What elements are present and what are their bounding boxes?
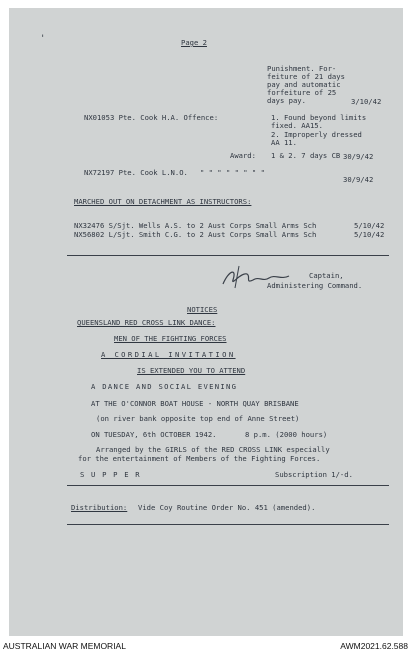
punishment-line-5: days pay.: [267, 96, 306, 105]
document-page: [9, 8, 403, 636]
notice-line-4: IS EXTENDED YOU TO ATTEND: [137, 366, 246, 375]
punishment-line-4: forfeiture of 25: [267, 88, 337, 97]
notice-line-1: QUEENSLAND RED CROSS LINK DANCE:: [77, 318, 216, 327]
offence-2-name: NX72197 Pte. Cook L.N.O.: [84, 168, 188, 177]
signature-title-2: Administering Command.: [267, 281, 363, 290]
section-divider-2: [67, 485, 389, 486]
award-label: Award:: [230, 151, 256, 160]
notices-heading: NOTICES: [187, 305, 218, 314]
offence-1-item-1a: 1. Found beyond limits: [271, 113, 367, 122]
distribution-label: Distribution:: [71, 503, 128, 512]
marched-out-row-2: NX56802 L/Sjt. Smith C.G. to 2 Aust Corps Small Arms Sch: [74, 230, 317, 239]
offence-1-item-1b: fixed. AA15.: [271, 121, 323, 130]
ink-mark: ': [40, 34, 46, 44]
footer-institution: AUSTRALIAN WAR MEMORIAL: [3, 641, 126, 651]
award-date: 30/9/42: [343, 152, 374, 161]
punishment-line-1: Punishment. For-: [267, 64, 337, 73]
footer-accession-number: AWM2021.62.588: [340, 641, 408, 651]
award-text: 1 & 2. 7 days CB: [271, 151, 341, 160]
notice-line-6: AT THE O'CONNOR BOAT HOUSE - NORTH QUAY BRISBANE: [91, 399, 299, 408]
section-divider-3: [67, 524, 389, 525]
offence-1-name: NX01053 Pte. Cook H.A. Offence:: [84, 113, 219, 122]
offence-1-item-2a: 2. Improperly dressed: [271, 130, 362, 139]
notice-line-7: (on river bank opposite top end of Anne Street): [96, 414, 300, 423]
marched-out-row-1-date: 5/10/42: [354, 221, 385, 230]
section-divider-1: [67, 255, 389, 256]
notice-line-9: Arranged by the GIRLS of the RED CROSS LINK especially: [96, 445, 330, 454]
notice-line-3: A CORDIAL INVITATION: [101, 350, 236, 359]
signature-title-1: Captain,: [309, 271, 344, 280]
notice-line-8b: 8 p.m. (2000 hours): [245, 430, 328, 439]
offence-2-date: 30/9/42: [343, 175, 374, 184]
subscription-text: Subscription 1/-d.: [275, 470, 353, 479]
punishment-line-3: pay and automatic: [267, 80, 341, 89]
offence-1-item-2b: AA 11.: [271, 138, 297, 147]
notice-line-2: MEN OF THE FIGHTING FORCES: [114, 334, 227, 343]
marched-out-row-1: NX32476 S/Sjt. Wells A.S. to 2 Aust Corps Small Arms Sch: [74, 221, 317, 230]
notice-line-5: A DANCE AND SOCIAL EVENING: [91, 382, 238, 391]
supper-label: S U P P E R: [80, 470, 141, 479]
notice-line-10: for the entertainment of Members of the Fighting Forces.: [78, 454, 321, 463]
offence-2-ditto: " " " " " " " ": [200, 168, 265, 177]
marched-out-row-2-date: 5/10/42: [354, 230, 385, 239]
notice-line-8a: ON TUESDAY, 6th OCTOBER 1942.: [91, 430, 217, 439]
distribution-text: Vide Coy Routine Order No. 451 (amended).: [138, 503, 316, 512]
punishment-date: 3/10/42: [351, 97, 382, 106]
marched-out-heading: MARCHED OUT ON DETACHMENT AS INSTRUCTORS:: [74, 197, 252, 206]
page-number: Page 2: [181, 38, 207, 47]
punishment-line-2: feiture of 21 days: [267, 72, 345, 81]
